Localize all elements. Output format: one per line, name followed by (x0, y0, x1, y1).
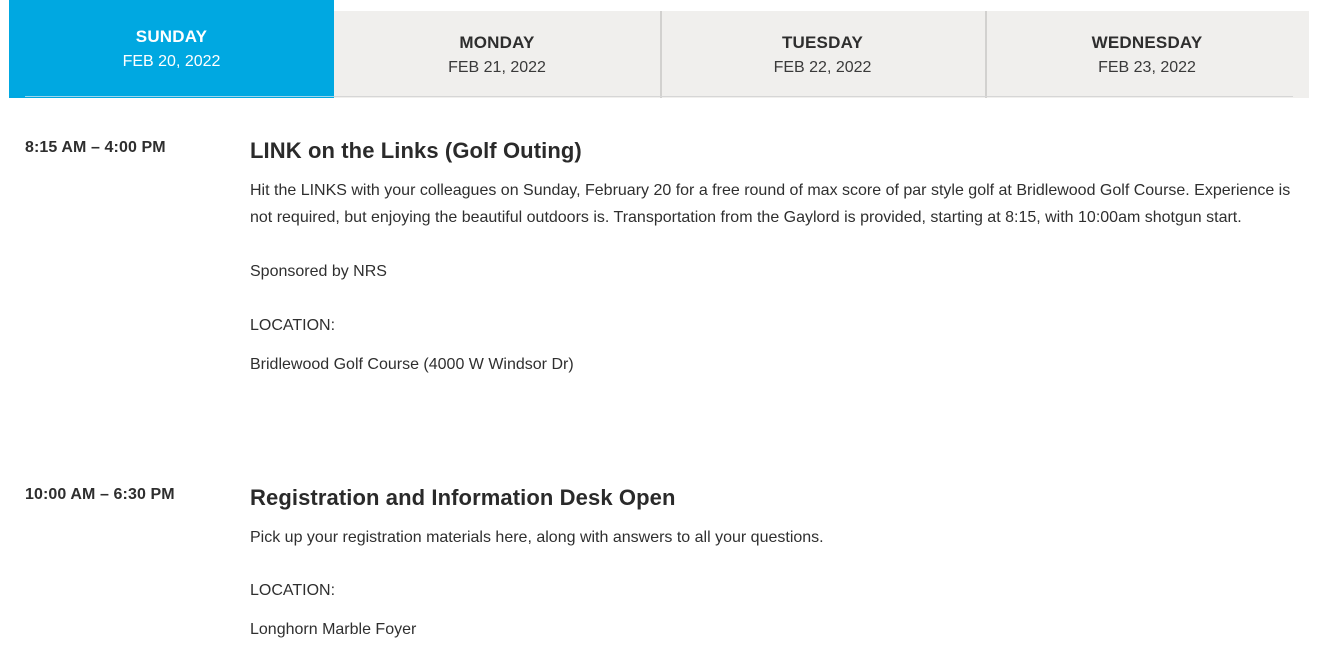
tab-tuesday[interactable] (660, 11, 985, 98)
event-time: 8:15 AM – 4:00 PM (25, 139, 166, 156)
tab-sunday[interactable] (9, 0, 334, 98)
location-value: Longhorn Marble Foyer (250, 621, 417, 638)
tab-divider (660, 11, 662, 98)
event-description: Hit the LINKS with your colleagues on Sunday, February 20 for a free round of max score of par style golf at Bridlewood Golf Course. Experience is not required, but enjoying the beautiful outdoors is. Transportation from the Gaylord is provided, starting at 8:15, with 10:00am shotgun start. (250, 182, 1291, 226)
active-tab-underline (25, 96, 334, 97)
event-time: 10:00 AM – 6:30 PM (25, 486, 175, 503)
event-title: Registration and Information Desk Open (250, 485, 676, 510)
tab-day-label: TUESDAY (781, 32, 864, 52)
tab-day-label: MONDAY (459, 32, 535, 52)
event-description: Pick up your registration materials here, along with answers to all your questions. (250, 529, 824, 546)
location-value: Bridlewood Golf Course (4000 W Windsor Dr) (250, 356, 574, 373)
tab-day-label: WEDNESDAY (1091, 32, 1203, 52)
tab-monday[interactable] (334, 11, 660, 98)
day-tabs (9, 0, 1309, 98)
tab-wednesday[interactable] (985, 11, 1309, 98)
tab-divider (985, 11, 987, 98)
location-label: LOCATION: (250, 582, 336, 599)
tabs-underline (334, 96, 1293, 97)
tab-date-label: FEB 20, 2022 (122, 53, 221, 70)
tab-date-label: FEB 23, 2022 (1098, 58, 1196, 76)
event-sponsor: Sponsored by NRS (250, 263, 387, 280)
tab-day-label: SUNDAY (135, 27, 208, 46)
tab-date-label: FEB 21, 2022 (448, 58, 546, 76)
event-content (250, 138, 1300, 374)
tab-date-label: FEB 22, 2022 (773, 58, 872, 76)
event-title: LINK on the Links (Golf Outing) (250, 138, 582, 163)
location-label: LOCATION: (250, 317, 336, 334)
event-content (250, 485, 1300, 639)
